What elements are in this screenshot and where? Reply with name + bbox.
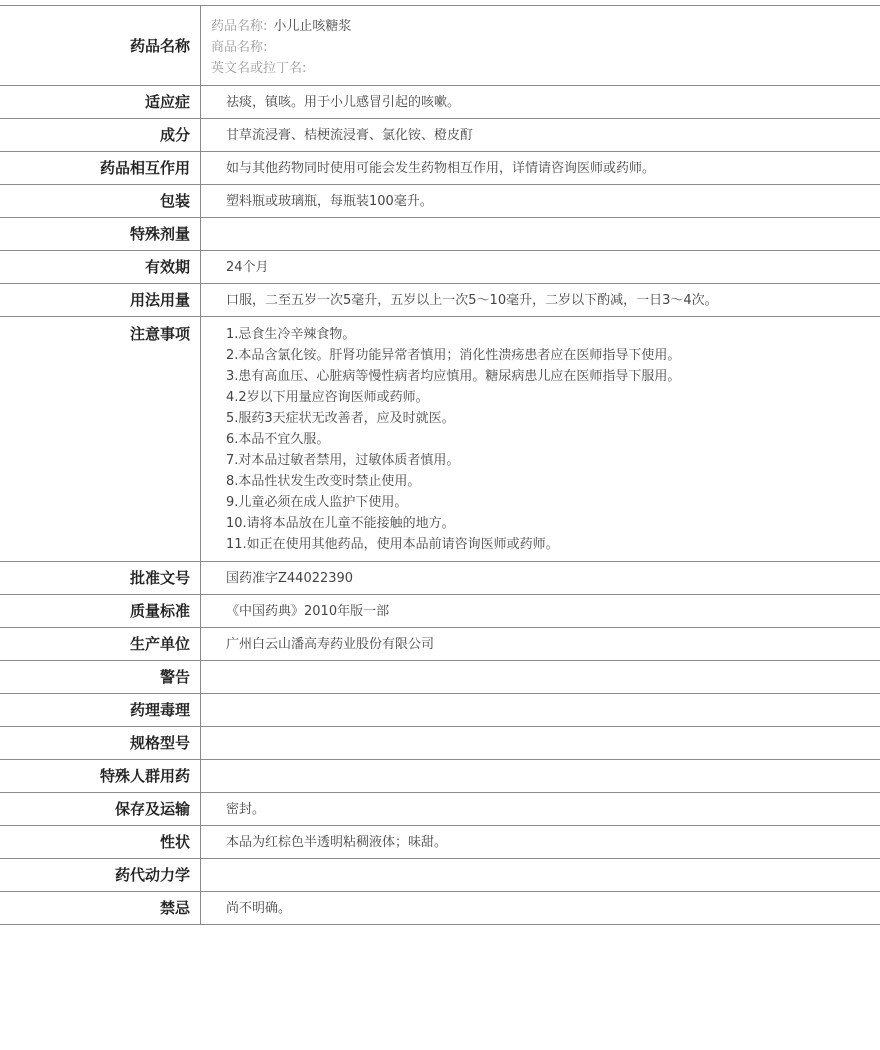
- row-value: [201, 661, 880, 693]
- row-label: 注意事项: [0, 317, 201, 561]
- row-value: 国药准字Z44022390: [226, 571, 354, 586]
- row-label: 药理毒理: [0, 694, 201, 726]
- row-manufacturer: [0, 628, 880, 661]
- drug-name-cell: [201, 6, 880, 85]
- row-dosage: [0, 284, 880, 317]
- row-label: 禁忌: [0, 892, 201, 924]
- row-value: [201, 760, 880, 792]
- trade-name-line: [211, 37, 880, 58]
- row-value: 塑料瓶或玻璃瓶，每瓶装100毫升。: [226, 194, 433, 209]
- row-value: 本品为红棕色半透明粘稠液体；味甜。: [226, 835, 448, 850]
- row-label: 批准文号: [0, 562, 201, 594]
- row-value: [201, 859, 880, 891]
- row-special-dosage: [0, 218, 880, 251]
- row-value: 尚不明确。: [226, 901, 292, 916]
- list-item: 11.如正在使用其他药品，使用本品前请咨询医师或药师。: [226, 537, 559, 552]
- row-pharmacokinetics: [0, 859, 880, 892]
- row-value: 《中国药典》2010年版一部: [226, 604, 390, 619]
- field-key: 英文名或拉丁名:: [211, 61, 307, 76]
- row-label: 药品名称: [0, 6, 201, 85]
- list-item: 8.本品性状发生改变时禁止使用。: [226, 474, 421, 489]
- row-value: 24个月: [226, 260, 269, 275]
- latin-name-line: [211, 58, 880, 79]
- precautions-list: [201, 317, 880, 561]
- list-item: 9.儿童必须在成人监护下使用。: [226, 495, 408, 510]
- row-ingredients: [0, 119, 880, 152]
- field-key: 商品名称:: [211, 40, 268, 55]
- row-approval-number: [0, 562, 880, 595]
- row-storage: [0, 793, 880, 826]
- list-item: 5.服药3天症状无改善者，应及时就医。: [226, 411, 455, 426]
- row-drug-name: [0, 6, 880, 86]
- row-value: 广州白云山潘高寿药业股份有限公司: [226, 637, 435, 652]
- row-label: 规格型号: [0, 727, 201, 759]
- row-value: 甘草流浸膏、桔梗流浸膏、氯化铵、橙皮酊: [226, 128, 474, 143]
- row-value: [201, 218, 880, 250]
- field-key: 药品名称:: [211, 19, 268, 34]
- row-label: 包装: [0, 185, 201, 217]
- row-description: [0, 826, 880, 859]
- row-interactions: [0, 152, 880, 185]
- row-warning: [0, 661, 880, 694]
- generic-name-line: [211, 16, 880, 37]
- list-item: 7.对本品过敏者禁用，过敏体质者慎用。: [226, 453, 460, 468]
- list-item: 4.2岁以下用量应咨询医师或药师。: [226, 390, 429, 405]
- list-item: 3.患有高血压、心脏病等慢性病者均应慎用。糖尿病患儿应在医师指导下服用。: [226, 369, 681, 384]
- row-value: 如与其他药物同时使用可能会发生药物相互作用，详情请咨询医师或药师。: [226, 161, 656, 176]
- row-label: 有效期: [0, 251, 201, 283]
- row-label: 保存及运输: [0, 793, 201, 825]
- list-item: 2.本品含氯化铵。肝肾功能异常者慎用；消化性溃疡患者应在医师指导下使用。: [226, 348, 681, 363]
- row-value: 口服，二至五岁一次5毫升，五岁以上一次5～10毫升，二岁以下酌减，一日3～4次。: [226, 293, 718, 308]
- row-packaging: [0, 185, 880, 218]
- row-value: [201, 694, 880, 726]
- list-item: 1.忌食生冷辛辣食物。: [226, 327, 356, 342]
- row-label: 适应症: [0, 86, 201, 118]
- list-item: 6.本品不宜久服。: [226, 432, 330, 447]
- row-label: 用法用量: [0, 284, 201, 316]
- row-contraindications: [0, 892, 880, 925]
- row-quality-standard: [0, 595, 880, 628]
- row-label: 药品相互作用: [0, 152, 201, 184]
- row-value: 祛痰，镇咳。用于小儿感冒引起的咳嗽。: [226, 95, 461, 110]
- row-label: 成分: [0, 119, 201, 151]
- row-precautions: [0, 317, 880, 562]
- row-value: [201, 727, 880, 759]
- list-item: 10.请将本品放在儿童不能接触的地方。: [226, 516, 455, 531]
- row-pharmacology: [0, 694, 880, 727]
- row-label: 性状: [0, 826, 201, 858]
- row-label: 生产单位: [0, 628, 201, 660]
- field-value: 小儿止咳糖浆: [273, 19, 352, 34]
- drug-info-table: [0, 5, 880, 925]
- row-label: 质量标准: [0, 595, 201, 627]
- row-specification: [0, 727, 880, 760]
- row-label: 警告: [0, 661, 201, 693]
- row-label: 特殊剂量: [0, 218, 201, 250]
- row-special-populations: [0, 760, 880, 793]
- row-indications: [0, 86, 880, 119]
- row-value: 密封。: [226, 802, 266, 817]
- row-shelf-life: [0, 251, 880, 284]
- row-label: 特殊人群用药: [0, 760, 201, 792]
- row-label: 药代动力学: [0, 859, 201, 891]
